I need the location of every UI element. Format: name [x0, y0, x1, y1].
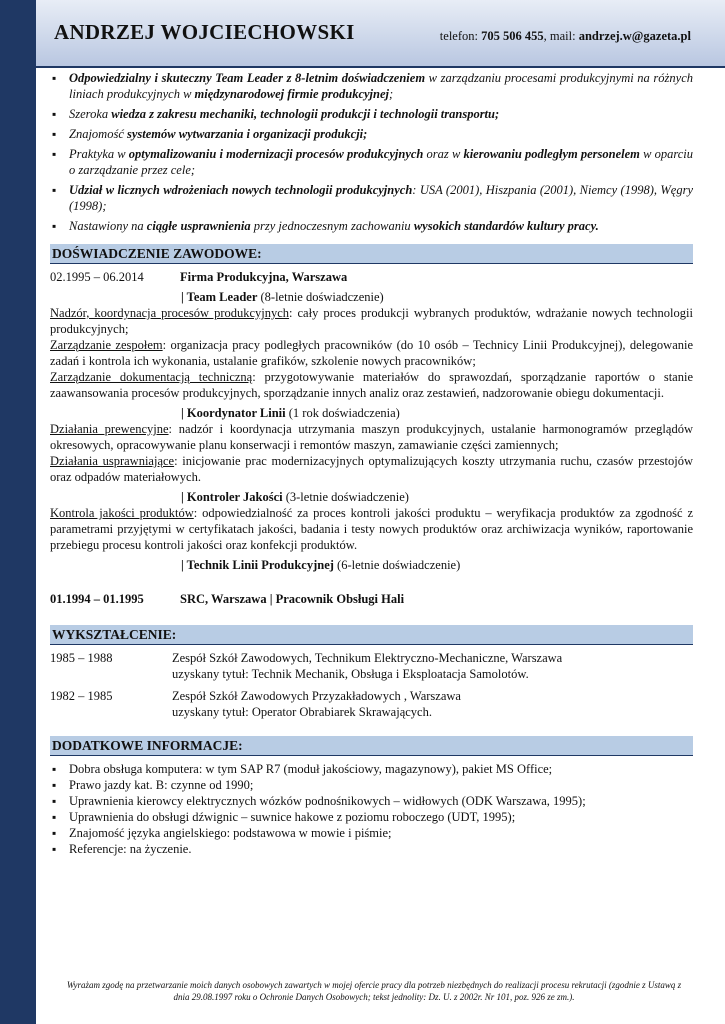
duty: Działania prewencyjne: nadzór i koordynacja utrzymania maszyn produkcyjnych, ustalanie harmonogramów przeglądów okresowych, opracowywanie planu konserwacji i remontów maszyn, zamawianie części zamiennych; — [50, 422, 693, 452]
contact-info — [440, 29, 691, 44]
summary-item: ▪ Nastawiony na ciągłe usprawnienia przy jednoczesnym zachowaniu wysokich standardów kultury pracy. — [50, 218, 693, 234]
info-item: ▪ Znajomość języka angielskiego: podstawowa w mowie i piśmie; — [50, 825, 693, 841]
mail-label: , mail: — [543, 29, 579, 43]
summary-item: ▪ Udział w licznych wdrożeniach nowych technologii produkcyjnych: USA (2001), Hiszpania (2001), Niemcy (1998), Węgry (1998); — [50, 182, 693, 214]
summary-item: ▪ Odpowiedzialny i skuteczny Team Leader z 8-letnim doświadczeniem w zarządzaniu procesami produkcyjnymi na różnych liniach produkcyjnych w międzynarodowej firmie produkcyjnej; — [50, 70, 693, 102]
job-dates: 01.1994 – 01.1995 — [50, 592, 144, 606]
summary-list — [50, 70, 693, 234]
resume-content — [50, 70, 693, 857]
info-item: ▪ Prawo jazdy kat. B: czynne od 1990; — [50, 777, 693, 793]
education-details: Zespół Szkół Zawodowych Przyzakładowych , Warszawa uzyskany tytuł: Operator Obrabiarek Skrawających. — [172, 689, 461, 719]
education-item — [50, 688, 693, 720]
header — [36, 0, 725, 68]
candidate-name: ANDRZEJ WOJCIECHOWSKI — [54, 20, 355, 44]
phone-number: 705 506 455 — [481, 29, 544, 43]
info-item: ▪ Referencje: na życzenie. — [50, 841, 693, 857]
education-item — [50, 650, 693, 682]
duty: Kontrola jakości produktów: odpowiedzialność za proces kontroli jakości produktu – weryfikacja produktów za zgodność z parametrami przyjętymi w certyfikatach jakości, badania i testy nowych produktów oraz archiwizacja wyników, raportowanie przebiegu procesu kontroli jakości oraz konfekcji produktów. — [50, 506, 693, 552]
job-company: Firma Produkcyjna, Warszawa — [180, 270, 348, 284]
duty: Działania usprawniające: inicjowanie prac modernizacyjnych optymalizujących koszty utrzymania ruchu, czasów przestojów oraz odpadów materiałowych. — [50, 454, 693, 484]
duty: Zarządzanie dokumentacją techniczną: przygotowywanie materiałów do sprawozdań, sporządzanie raportów o stanie zaawansowania procesów produkcyjnych, sporządzanie innych analiz oraz zestawień, nadzorowanie obiegu dokumentacji. — [50, 370, 693, 400]
job-dates: 02.1995 – 06.2014 — [50, 270, 144, 284]
role-title: | Koordynator Linii (1 rok doświadczenia) — [181, 406, 400, 420]
summary-item: ▪ Praktyka w optymalizowaniu i modernizacji procesów produkcyjnych oraz w kierowaniu podległym personelem w oparciu o zarządzanie przez cele; — [50, 146, 693, 178]
education-heading: WYKSZTAŁCENIE: — [50, 625, 693, 645]
education-dates: 1985 – 1988 — [50, 651, 113, 665]
job-company: SRC, Warszawa | Pracownik Obsługi Hali — [180, 592, 405, 606]
info-item: ▪ Dobra obsługa komputera: w tym SAP R7 (moduł jakościowy, magazynowy), pakiet MS Office; — [50, 761, 693, 777]
role-title: | Kontroler Jakości (3-letnie doświadczenie) — [181, 490, 409, 504]
email-address: andrzej.w@gazeta.pl — [578, 29, 691, 43]
job-header — [50, 591, 693, 607]
left-accent-bar — [0, 0, 36, 1024]
gdpr-consent-clause: Wyrażam zgodę na przetwarzanie moich danych osobowych zawartych w mojej ofercie pracy dla potrzeb niezbędnych do realizacji procesu rekrutacji (zgodnie z Ustawą z dnia 29.08.1997 roku o Ochronie Danych Osobowych; tekst jednolity: Dz. U. z 2002r. Nr 101, poz. 926 ze zm.). — [66, 980, 682, 1002]
duty: Nadzór, koordynacja procesów produkcyjnych: cały proces produkcji wybranych produktów, wdrażanie nowych technologii produkcyjnych; — [50, 306, 693, 336]
experience-heading: DOŚWIADCZENIE ZAWODOWE: — [50, 244, 693, 264]
education-details: Zespół Szkół Zawodowych, Technikum Elektryczno-Mechaniczne, Warszawa uzyskany tytuł: Technik Mechanik, Obsługa i Eksploatacja Samolotów. — [172, 651, 563, 681]
role-title: | Team Leader (8-letnie doświadczenie) — [181, 290, 384, 304]
info-item: ▪ Uprawnienia kierowcy elektrycznych wózków podnośnikowych – widłowych (ODK Warszawa, 1995); — [50, 793, 693, 809]
summary-item: ▪ Znajomość systemów wytwarzania i organizacji produkcji; — [50, 126, 693, 142]
summary-item: ▪ Szeroka wiedza z zakresu mechaniki, technologii produkcji i technologii transportu; — [50, 106, 693, 122]
role-title: | Technik Linii Produkcyjnej (6-letnie doświadczenie) — [181, 558, 461, 572]
education-dates: 1982 – 1985 — [50, 689, 113, 703]
additional-info-heading: DODATKOWE INFORMACJE: — [50, 736, 693, 756]
info-item: ▪ Uprawnienia do obsługi dźwignic – suwnice hakowe z poziomu roboczego (UDT, 1995); — [50, 809, 693, 825]
additional-info-list — [50, 761, 693, 857]
duty: Zarządzanie zespołem: organizacja pracy podległych pracowników (do 10 osób – Technicy Linii Produkcyjnej), delegowanie zadań i kontrola ich wykonania, ustalanie grafików, szkolenie nowych pracowników; — [50, 338, 694, 368]
job-header — [50, 269, 693, 285]
phone-label: telefon: — [439, 29, 482, 43]
